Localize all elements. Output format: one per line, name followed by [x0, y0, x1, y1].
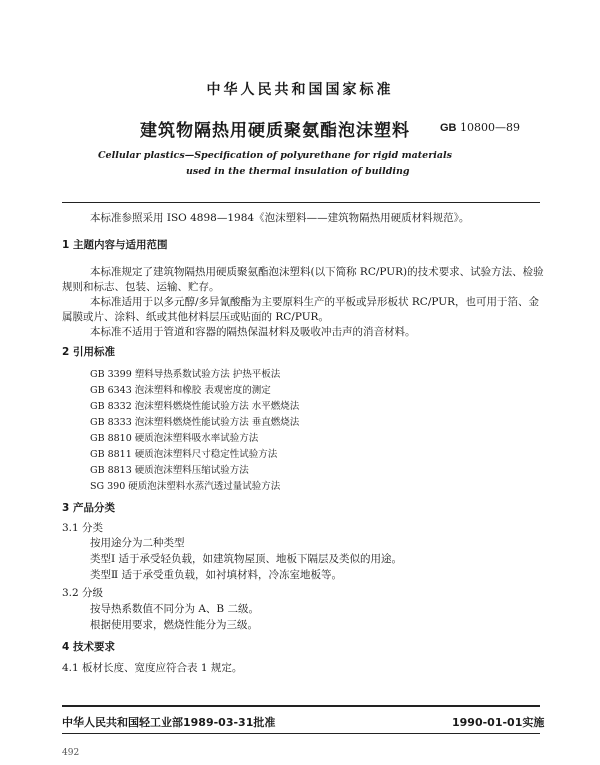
document-title: 建筑物隔热用硬质聚氨酯泡沫塑料: [140, 121, 410, 141]
reference-item: GB 8332 泡沫塑料燃烧性能试验方法 水平燃烧法: [90, 401, 300, 412]
reference-item: SG 390 硬质泡沫塑料水蒸汽透过量试验方法: [90, 481, 281, 492]
section-1-heading: 1 主题内容与适用范围: [62, 239, 168, 251]
subsection-3-2-heading: 3.2 分级: [62, 587, 104, 599]
section-1-p1-line-1: 本标准规定了建筑物隔热用硬质聚氨酯泡沫塑料(以下简称 RC/PUR)的技术要求、试验方法、检验: [90, 266, 544, 278]
reference-item: GB 8333 泡沫塑料燃烧性能试验方法 垂直燃烧法: [90, 417, 300, 428]
subsection-3-1-line-2: 类型Ⅰ 适于承受轻负载，如建筑物屋顶、地板下隔层及类似的用途。: [90, 553, 402, 565]
section-1-p2-line-1: 本标准适用于以多元醇/多异氰酸酯为主要原料生产的平板或异形板状 RC/PUR，也可用于箔、金: [90, 296, 539, 308]
section-3-heading: 3 产品分类: [62, 502, 115, 514]
reference-item: GB 6343 泡沫塑料和橡胶 表观密度的测定: [90, 385, 271, 396]
footer-rule-bottom: [62, 733, 540, 734]
standard-code: [440, 121, 520, 134]
footer-rule-top: [62, 705, 540, 707]
subsection-4-1: 4.1 板材长度、宽度应符合表 1 规定。: [62, 662, 243, 674]
implementation-date: 1990-01-01实施: [452, 716, 545, 729]
reference-item: GB 8811 硬质泡沫塑料尺寸稳定性试验方法: [90, 449, 278, 460]
section-1-p3: 本标准不适用于管道和容器的隔热保温材料及吸收冲击声的消音材料。: [90, 326, 416, 338]
english-title-line-2: used in the thermal insulation of building: [186, 166, 410, 177]
subsection-3-1-line-3: 类型Ⅱ 适于承受重负载，如衬填材料，冷冻室地板等。: [90, 569, 342, 581]
section-1-p2-line-2: 属膜或片、涂料、纸或其他材料层压或贴面的 RC/PUR。: [62, 311, 329, 323]
reference-item: GB 8813 硬质泡沫塑料压缩试验方法: [90, 465, 249, 476]
section-2-heading: 2 引用标准: [62, 346, 115, 358]
national-standard-heading: 中华人民共和国国家标准: [206, 82, 394, 98]
subsection-3-2-line-1: 按导热系数值不同分为 A、B 二级。: [90, 603, 259, 615]
standard-code-number: 10800—89: [460, 121, 520, 134]
section-4-heading: 4 技术要求: [62, 641, 115, 653]
intro-paragraph: 本标准参照采用 ISO 4898—1984《泡沫塑料——建筑物隔热用硬质材料规范》。: [90, 212, 470, 224]
header-rule: [62, 202, 540, 203]
reference-item: GB 8810 硬质泡沫塑料吸水率试验方法: [90, 433, 259, 444]
approval-line: 中华人民共和国轻工业部1989-03-31批准: [62, 716, 276, 729]
subsection-3-1-heading: 3.1 分类: [62, 522, 104, 534]
standard-code-prefix: GB: [440, 122, 457, 134]
english-title-line-1: Cellular plastics—Specification of polyurethane for rigid materials: [98, 150, 452, 161]
subsection-3-1-line-1: 按用途分为二种类型: [90, 537, 185, 549]
subsection-3-2-line-2: 根据使用要求，燃烧性能分为三级。: [90, 619, 258, 631]
page-number: 492: [62, 748, 80, 758]
reference-item: GB 3399 塑料导热系数试验方法 护热平板法: [90, 369, 281, 380]
section-1-p1-line-2: 规则和标志、包装、运输、贮存。: [62, 281, 220, 293]
